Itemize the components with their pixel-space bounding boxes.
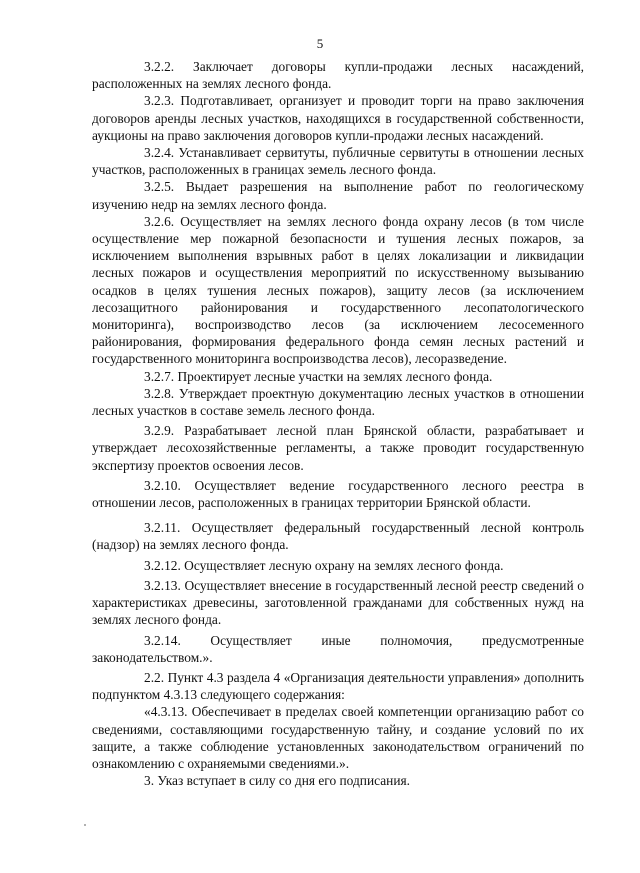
page-number: 5 [316,36,324,51]
paragraph-3-2-6: 3.2.6. Осуществляет на землях лесного фонда охрану лесов (в том числе осуществление мер пожарной безопасности и тушения лесных пожаров, за исключением выполнения взрывных работ в целях локализации и ликвидации лесных пожаров и осуществления мероприятий по искусственному вызыванию осадков в целях тушения лесных пожаров), защиту лесов (за исключением лесозащитного районирования и государственного лесопатологического мониторинга), воспроизводство лесов (за исключением лесосеменного районирования, формирования федерального фонда семян лесных растений и государственного мониторинга воспроизводства лесов), лесоразведение. [92,213,584,367]
paragraph-3-2-11: 3.2.11. Осуществляет федеральный государственный лесной контроль (надзор) на землях лесного фонда. [92,520,584,553]
paragraph-3-2-5: 3.2.5. Выдает разрешения на выполнение работ по геологическому изучению недр на землях лесного фонда. [92,179,584,212]
paragraph-3-2-7: 3.2.7. Проектирует лесные участки на землях лесного фонда. [144,368,493,384]
paragraph-3-2-14: 3.2.14. Осуществляет иные полномочия, предусмотренные законодательством.». [92,632,584,665]
scan-speck [84,824,86,826]
paragraph-3-2-8: 3.2.8. Утверждает проектную документацию лесных участков в отношении лесных участков в составе земель лесного фонда. [92,385,584,419]
paragraph-3-2-9: 3.2.9. Разрабатывает лесной план Брянской области, разрабатывает и утверждает лесохозяйственные регламенты, а также проводит государственную экспертизу проектов освоения лесов. [92,423,584,473]
paragraph-3-2-12: 3.2.12. Осуществляет лесную охрану на землях лесного фонда. [144,557,504,573]
paragraph-3-2-4: 3.2.4. Устанавливает сервитуты, публичные сервитуты в отношении лесных участков, расположенных в границах земель лесного фонда. [92,145,584,178]
paragraph-2-2: 2.2. Пункт 4.3 раздела 4 «Организация деятельности управления» дополнить подпунктом 4.3.13 следующего содержания: [92,669,584,703]
paragraph-3-2-3: 3.2.3. Подготавливает, организует и проводит торги на право заключения договоров аренды лесных участков, находящихся в государственной собственности, аукционы на право заключения договоров купли-продажи лесных насаждений. [92,93,584,143]
paragraph-4-3-13: «4.3.13. Обеспечивает в пределах своей компетенции организацию работ со сведениями, составляющими государственную тайну, и создание условий по их защите, а также соблюдение установленных законодательством ограничений по ознакомлению с охраняемыми сведениями.». [92,704,584,771]
document-body [92,58,584,789]
paragraph-3-effective: 3. Указ вступает в силу со дня его подписания. [144,773,411,789]
paragraph-3-2-13: 3.2.13. Осуществляет внесение в государственный лесной реестр сведений о характеристиках древесины, заготовленной гражданами для собственных нужд на землях лесного фонда. [92,577,584,628]
paragraph-3-2-10: 3.2.10. Осуществляет ведение государственного лесного реестра в отношении лесов, расположенных в границах территории Брянской области. [92,477,584,511]
paragraph-3-2-2: 3.2.2. Заключает договоры купли-продажи лесных насаждений, расположенных на землях лесного фонда. [92,59,584,92]
